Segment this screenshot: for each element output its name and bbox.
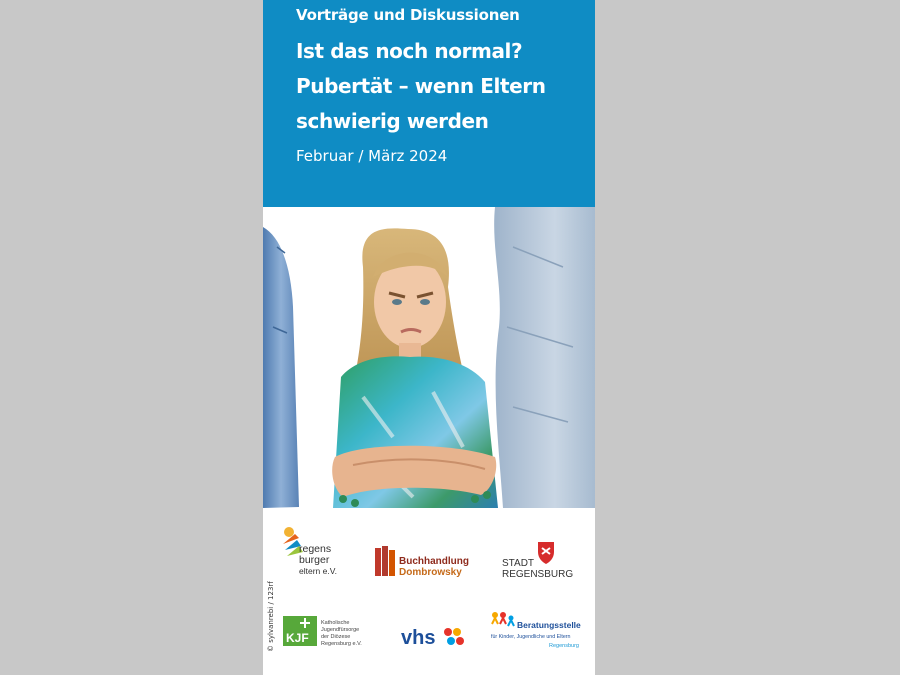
kicker-text: Vorträge und Diskussionen	[296, 6, 520, 24]
logo-regens: regens	[299, 543, 332, 555]
title-line-1: Ist das noch normal?	[296, 39, 523, 63]
kjf-logo	[283, 614, 375, 654]
logo-stadt: STADT	[502, 558, 535, 569]
stadt-regensburg-logo	[500, 540, 572, 580]
date-text: Februar / März 2024	[296, 147, 448, 165]
logo-kjf-line3: der Diözese	[321, 634, 351, 640]
title-line-3: schwierig werden	[296, 109, 489, 133]
right-adult-shirt	[494, 207, 595, 508]
logo-buchhandlung: Buchhandlung	[399, 556, 469, 567]
logo-regensburg: REGENSBURG	[502, 569, 574, 580]
vhs-logo	[401, 622, 469, 652]
photo-credit: © sylvanrebi / 123rf	[267, 581, 275, 652]
logo-kjf-badge: KJF	[286, 631, 309, 645]
logo-vhs: vhs	[401, 627, 436, 649]
beratungsstelle-logo	[489, 610, 589, 652]
flyer-page	[263, 0, 595, 675]
left-adult-jeans	[263, 227, 299, 508]
logo-kjf-line2: Jugendfürsorge	[321, 627, 360, 633]
logo-beratung-sub: für Kinder, Jugendliche und Eltern	[491, 634, 571, 640]
regensburger-eltern-logo	[281, 522, 341, 580]
logo-kjf-line1: Katholische	[321, 620, 350, 626]
logo-burger: burger	[299, 554, 330, 566]
logo-kjf-line4: Regensburg e.V.	[321, 641, 362, 647]
logo-dombrowsky: Dombrowsky	[399, 567, 462, 578]
logo-beratungsstelle: Beratungsstelle	[517, 620, 581, 630]
flyer-title	[296, 34, 586, 139]
buchhandlung-dombrowsky-logo	[375, 544, 471, 580]
logo-eltern: eltern e.V.	[299, 566, 337, 576]
photo-illustration	[263, 207, 595, 508]
flyer-header	[263, 0, 595, 207]
logo-beratung-city: Regensburg	[549, 643, 579, 649]
title-line-2: Pubertät – wenn Eltern	[296, 74, 546, 98]
